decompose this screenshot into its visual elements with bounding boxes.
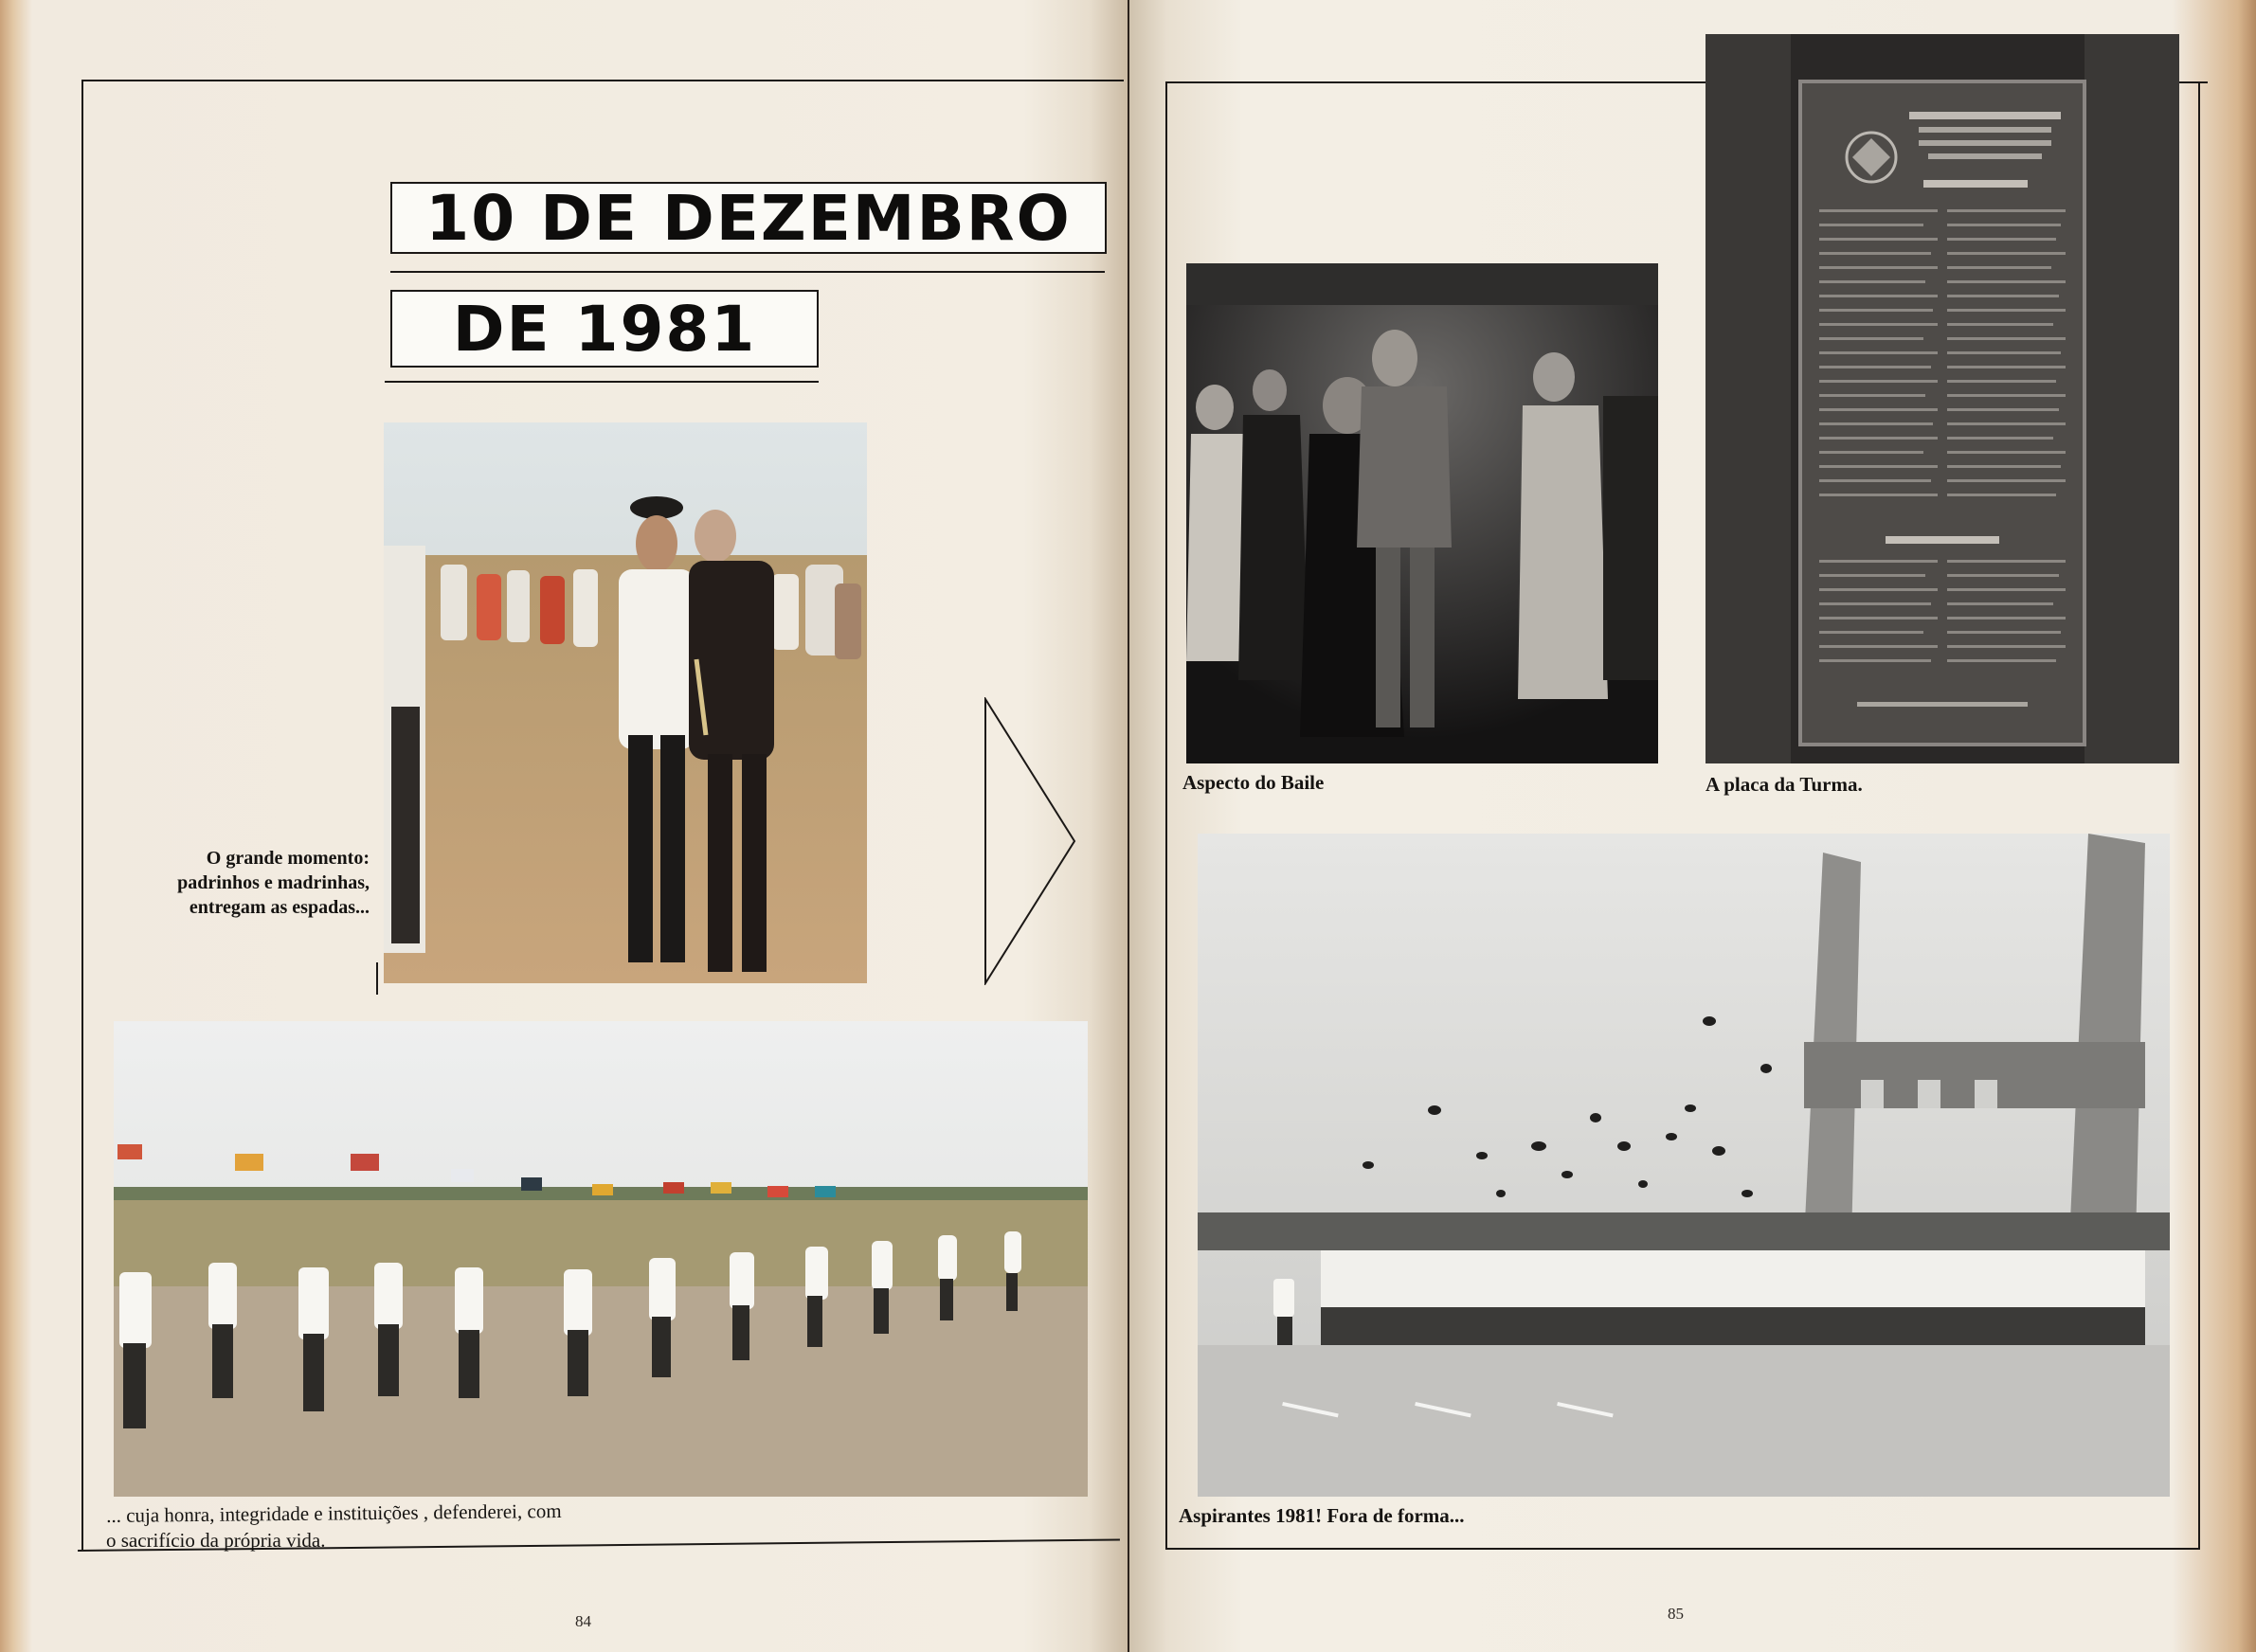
title-underline-1 <box>390 271 1105 273</box>
class-plaque-photo <box>1706 34 2179 763</box>
caption-tick <box>376 962 378 995</box>
right-page <box>1129 0 2256 1652</box>
title-box-line1 <box>390 182 1107 254</box>
frame-left-line <box>81 80 83 1550</box>
caption-caps-thrown: Aspirantes 1981! Fora de forma... <box>1179 1504 1465 1527</box>
caps-thrown-photo <box>1198 834 2170 1497</box>
frame-left-line <box>1165 81 1167 1550</box>
caption-parade-line1: ... cuja honra, integridade e instituições , defenderei, com <box>106 1499 562 1527</box>
caption-ball: Aspecto do Baile <box>1182 771 1325 794</box>
parade-formation-photo <box>114 1021 1088 1497</box>
title-line1: 10 DE DEZEMBRO <box>425 181 1072 255</box>
right-arrow-icon <box>984 697 1078 985</box>
page-number-right: 85 <box>1668 1605 1684 1623</box>
title-underline-2 <box>385 381 819 383</box>
title-box-line2 <box>390 290 819 368</box>
caption-parade-line2: o sacrifício da própria vida. <box>106 1529 326 1552</box>
sword-ceremony-photo <box>384 422 867 983</box>
frame-top-line <box>81 80 1124 81</box>
page-number-left: 84 <box>575 1612 591 1630</box>
title-line2: DE 1981 <box>452 292 757 366</box>
ball-dance-photo <box>1186 263 1658 763</box>
frame-bottom-line <box>1165 1548 2200 1550</box>
frame-right-line <box>2198 81 2200 1550</box>
caption-sword-ceremony: O grande momento: padrinhos e madrinhas, entregam as espadas... <box>177 848 370 918</box>
caption-plaque: A placa da Turma. <box>1706 773 1863 796</box>
